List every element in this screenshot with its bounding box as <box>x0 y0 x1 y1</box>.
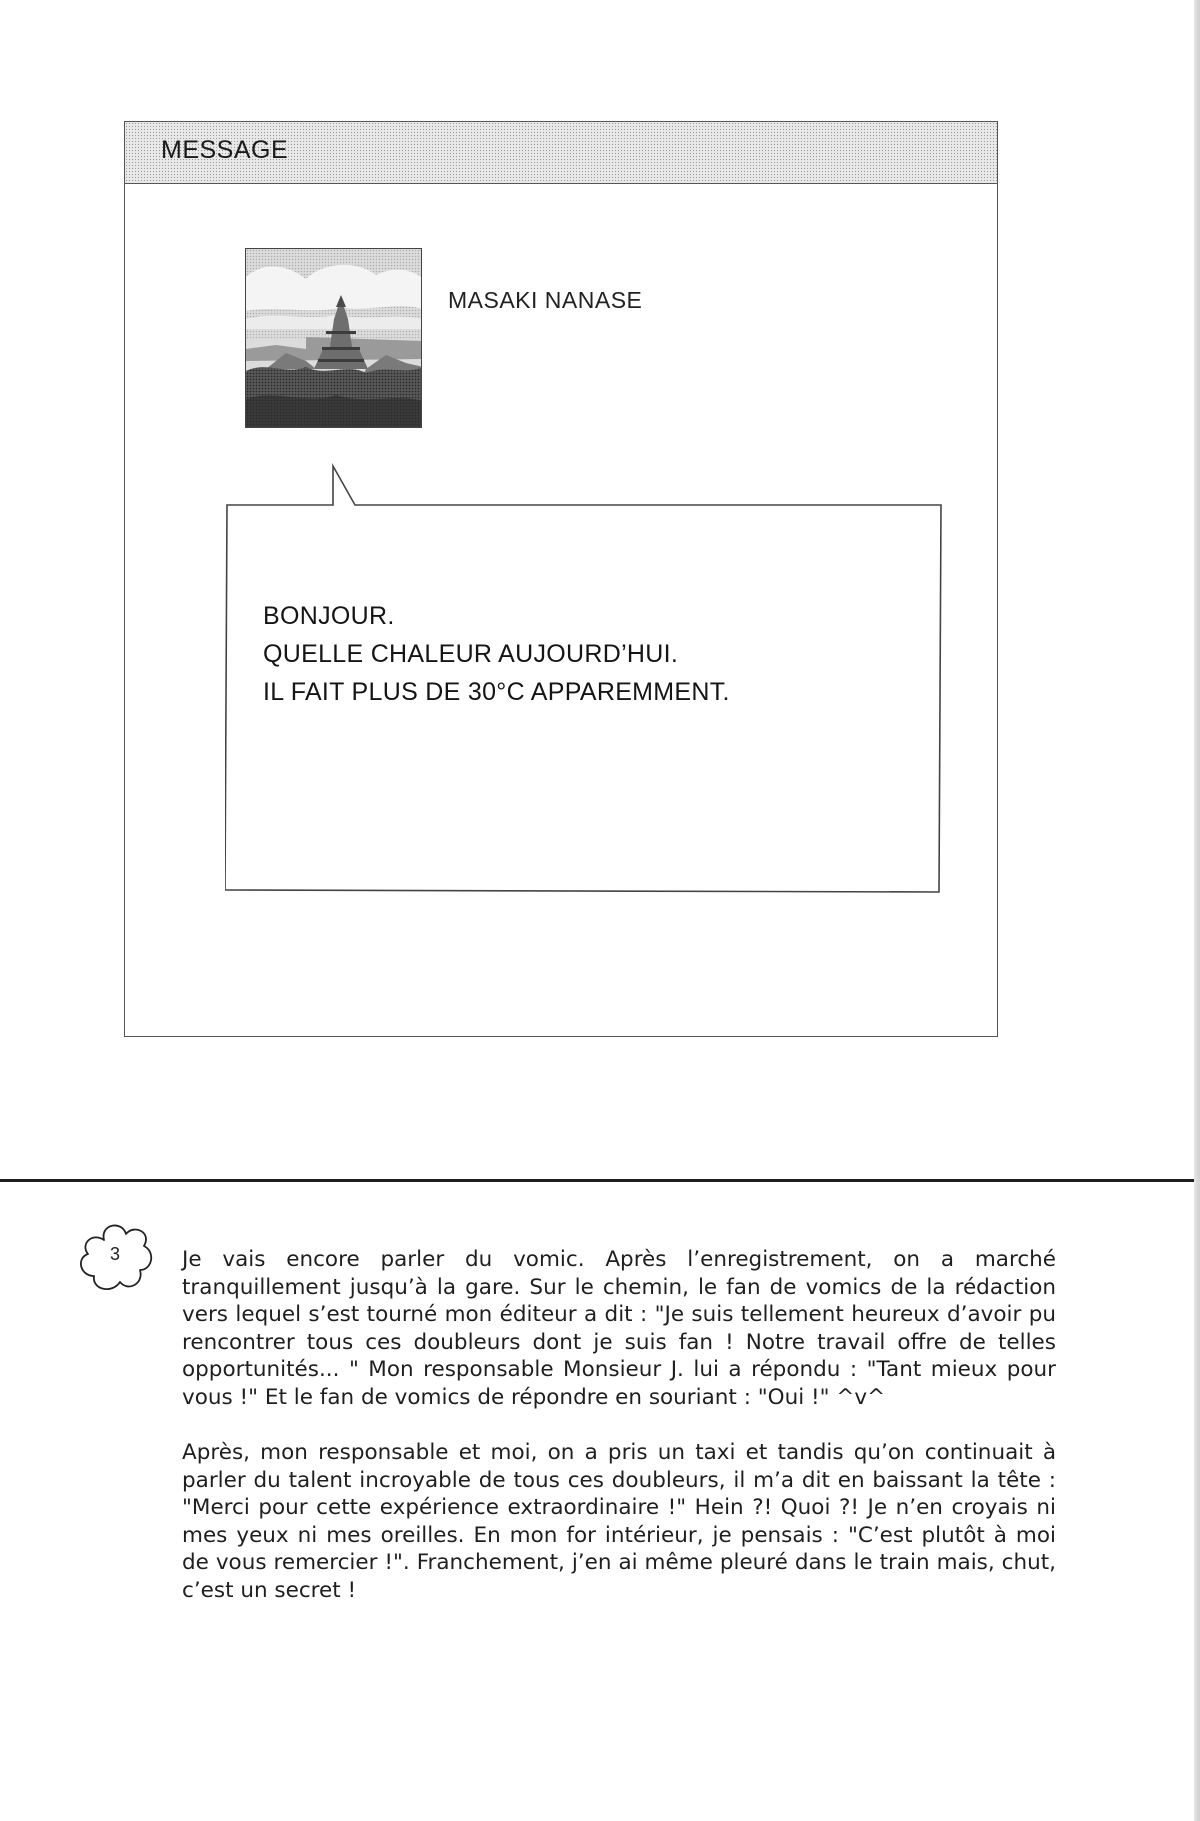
note-text <box>182 1246 1056 1604</box>
sender-name: MASAKI NANASE <box>448 287 643 313</box>
message-line: BONJOUR. <box>263 602 395 630</box>
avatar[interactable] <box>245 248 422 428</box>
page-edge-shadow <box>1194 0 1200 1821</box>
note-paragraph: Après, mon responsable et moi, on a pris un taxi et tandis qu’on continuait à parler du talent incroyable de tous ces doubleurs, il m’a dit en baissant la tête : "Merci pour cette expérience extraordinaire !" Hein ?! Quoi ?! Je n’en croyais ni mes yeux ni mes oreilles. En mon for intérieur, je pensais : "C’est plutôt à moi de vous remercier !". Franchement, j’en ai même pleuré dans le train mais, chut, c’est un secret ! <box>182 1440 1056 1603</box>
pagoda-landscape-image <box>246 249 422 428</box>
note-paragraph: Je vais encore parler du vomic. Après l’enregistrement, on a marché tranquillement jusqu’à la gare. Sur le chemin, le fan de vomics de la rédaction vers lequel s’est tourné mon éditeur a dit : "Je suis tellement heureux d’avoir pu rencontrer tous ces doubleurs dont je suis fan ! Notre travail offre de telles opportunités... " Mon responsable Monsieur J. lui a répondu : "Tant mieux pour vous !" Et le fan de vomics de répondre en souriant : "Oui !" ^v^ <box>182 1247 1056 1410</box>
note-number-badge <box>74 1218 156 1298</box>
message-window <box>124 121 998 1037</box>
message-line: IL FAIT PLUS DE 30°C APPAREMMENT. <box>263 678 730 706</box>
section-divider <box>0 1179 1194 1182</box>
message-header <box>125 122 997 184</box>
note-number: 3 <box>109 1244 120 1264</box>
message-bubble <box>225 462 943 894</box>
message-title: MESSAGE <box>161 136 289 164</box>
message-line: QUELLE CHALEUR AUJOURD’HUI. <box>263 640 679 668</box>
message-body <box>263 597 730 711</box>
